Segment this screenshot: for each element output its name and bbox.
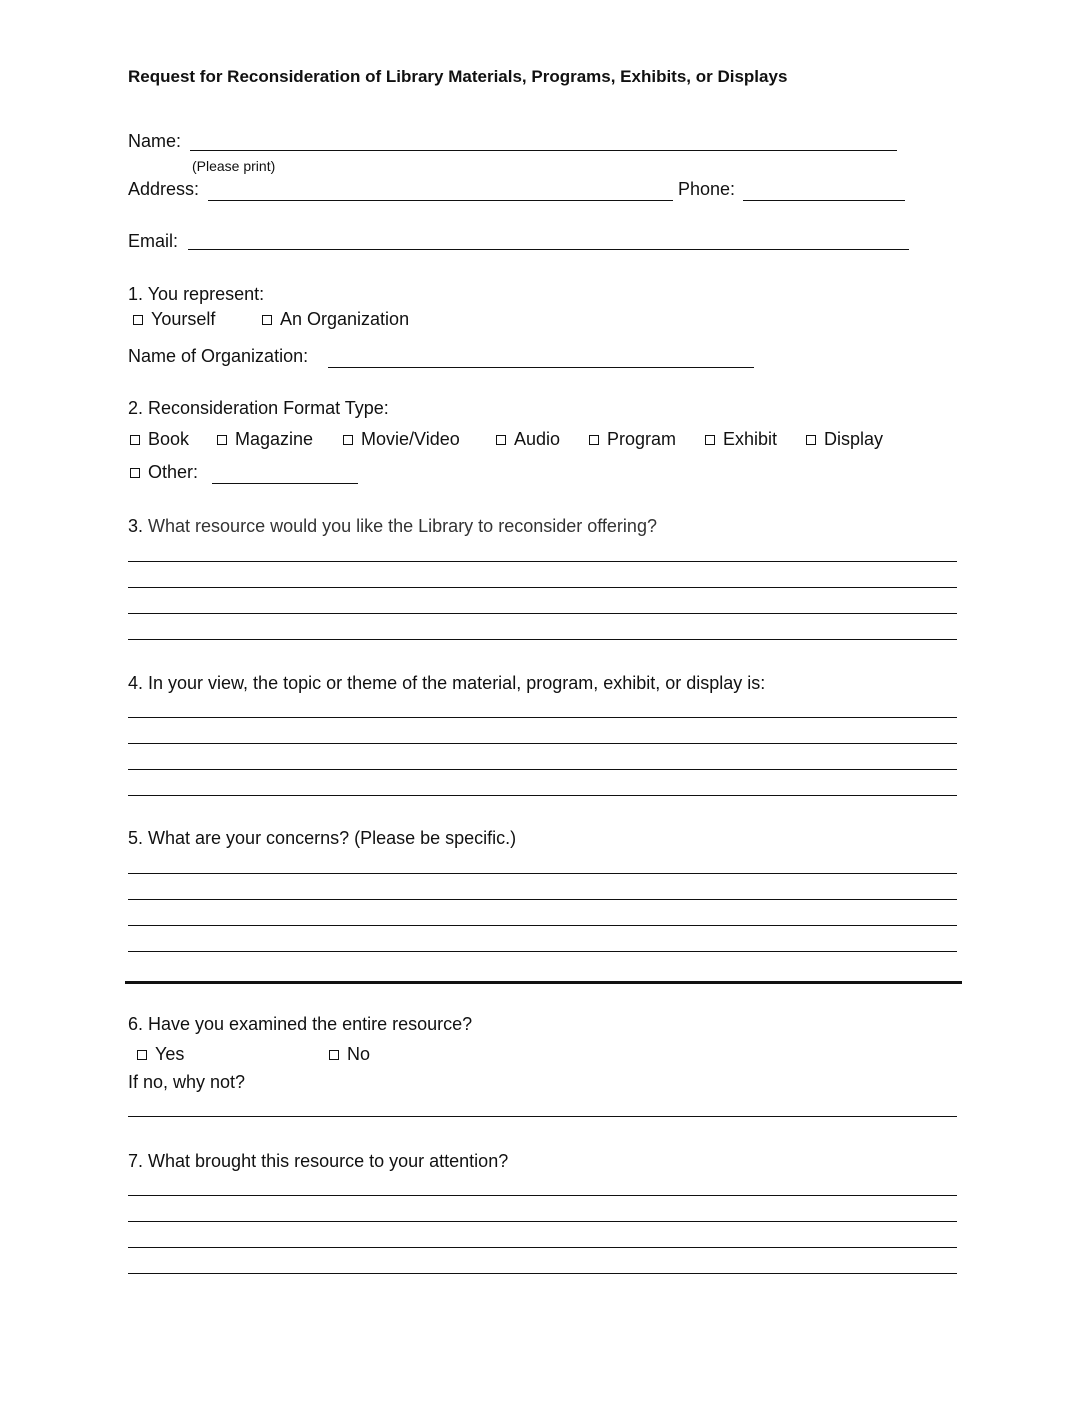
section-divider (125, 981, 962, 984)
q3-label (128, 515, 657, 537)
q3-answer-line[interactable] (128, 613, 957, 614)
other-field-line[interactable] (212, 483, 358, 484)
q1-option-yourself[interactable]: Yourself (133, 308, 215, 330)
q3-answer-line[interactable] (128, 639, 957, 640)
q2-option-magazine[interactable]: Magazine (217, 428, 313, 450)
checkbox-icon[interactable] (329, 1050, 339, 1060)
q4-answer-line[interactable] (128, 769, 957, 770)
q3-number: 3. (128, 516, 144, 536)
checkbox-icon[interactable] (137, 1050, 147, 1060)
checkbox-icon[interactable] (262, 315, 272, 325)
q6-followup-label: If no, why not? (128, 1072, 246, 1092)
checkbox-icon[interactable] (133, 315, 143, 325)
q6-option-no[interactable]: No (329, 1043, 370, 1065)
q2-option-audio[interactable]: Audio (496, 428, 560, 450)
checkbox-icon[interactable] (343, 435, 353, 445)
checkbox-icon[interactable] (496, 435, 506, 445)
q4-answer-line[interactable] (128, 795, 957, 796)
checkbox-icon[interactable] (806, 435, 816, 445)
org-name-label: Name of Organization: (128, 346, 309, 366)
q6-option-yes[interactable]: Yes (137, 1043, 184, 1065)
q2-option-display[interactable]: Display (806, 428, 883, 450)
phone-label: Phone: (678, 179, 736, 199)
q4-label: 4. In your view, the topic or theme of the material, program, exhibit, or display is: (128, 673, 766, 693)
q7-answer-line[interactable] (128, 1247, 957, 1248)
q6-answer-line[interactable] (128, 1116, 957, 1117)
address-field-line[interactable] (208, 200, 673, 201)
q2-label: 2. Reconsideration Format Type: (128, 398, 389, 418)
name-field-line[interactable] (190, 150, 897, 151)
email-label: Email: (128, 231, 179, 251)
checkbox-icon[interactable] (130, 435, 140, 445)
q2-option-other[interactable]: Other: (130, 461, 198, 483)
q2-option-exhibit[interactable]: Exhibit (705, 428, 777, 450)
q5-answer-line[interactable] (128, 925, 957, 926)
org-name-field-line[interactable] (328, 367, 754, 368)
checkbox-icon[interactable] (130, 468, 140, 478)
q5-answer-line[interactable] (128, 899, 957, 900)
checkbox-icon[interactable] (589, 435, 599, 445)
q1-label: 1. You represent: (128, 284, 265, 304)
name-label: Name: (128, 131, 182, 151)
name-hint: (Please print) (192, 158, 276, 174)
checkbox-icon[interactable] (217, 435, 227, 445)
q3-answer-line[interactable] (128, 587, 957, 588)
q5-answer-line[interactable] (128, 873, 957, 874)
q2-option-movie-video[interactable]: Movie/Video (343, 428, 460, 450)
q2-option-program[interactable]: Program (589, 428, 676, 450)
q5-answer-line[interactable] (128, 951, 957, 952)
phone-field-line[interactable] (743, 200, 905, 201)
q2-option-book[interactable]: Book (130, 428, 189, 450)
q7-answer-line[interactable] (128, 1273, 957, 1274)
address-label: Address: (128, 179, 200, 199)
q7-answer-line[interactable] (128, 1195, 957, 1196)
q4-answer-line[interactable] (128, 743, 957, 744)
q4-answer-line[interactable] (128, 717, 957, 718)
q7-answer-line[interactable] (128, 1221, 957, 1222)
form-title: Request for Reconsideration of Library Materials, Programs, Exhibits, or Displays (128, 67, 788, 86)
q3-text: What resource would you like the Library to reconsider offering? (148, 516, 657, 536)
checkbox-icon[interactable] (705, 435, 715, 445)
q3-answer-line[interactable] (128, 561, 957, 562)
q5-label: 5. What are your concerns? (Please be specific.) (128, 828, 517, 848)
q1-option-organization[interactable]: An Organization (262, 308, 409, 330)
q6-label: 6. Have you examined the entire resource? (128, 1014, 473, 1034)
q7-label: 7. What brought this resource to your attention? (128, 1151, 509, 1171)
email-field-line[interactable] (188, 249, 909, 250)
